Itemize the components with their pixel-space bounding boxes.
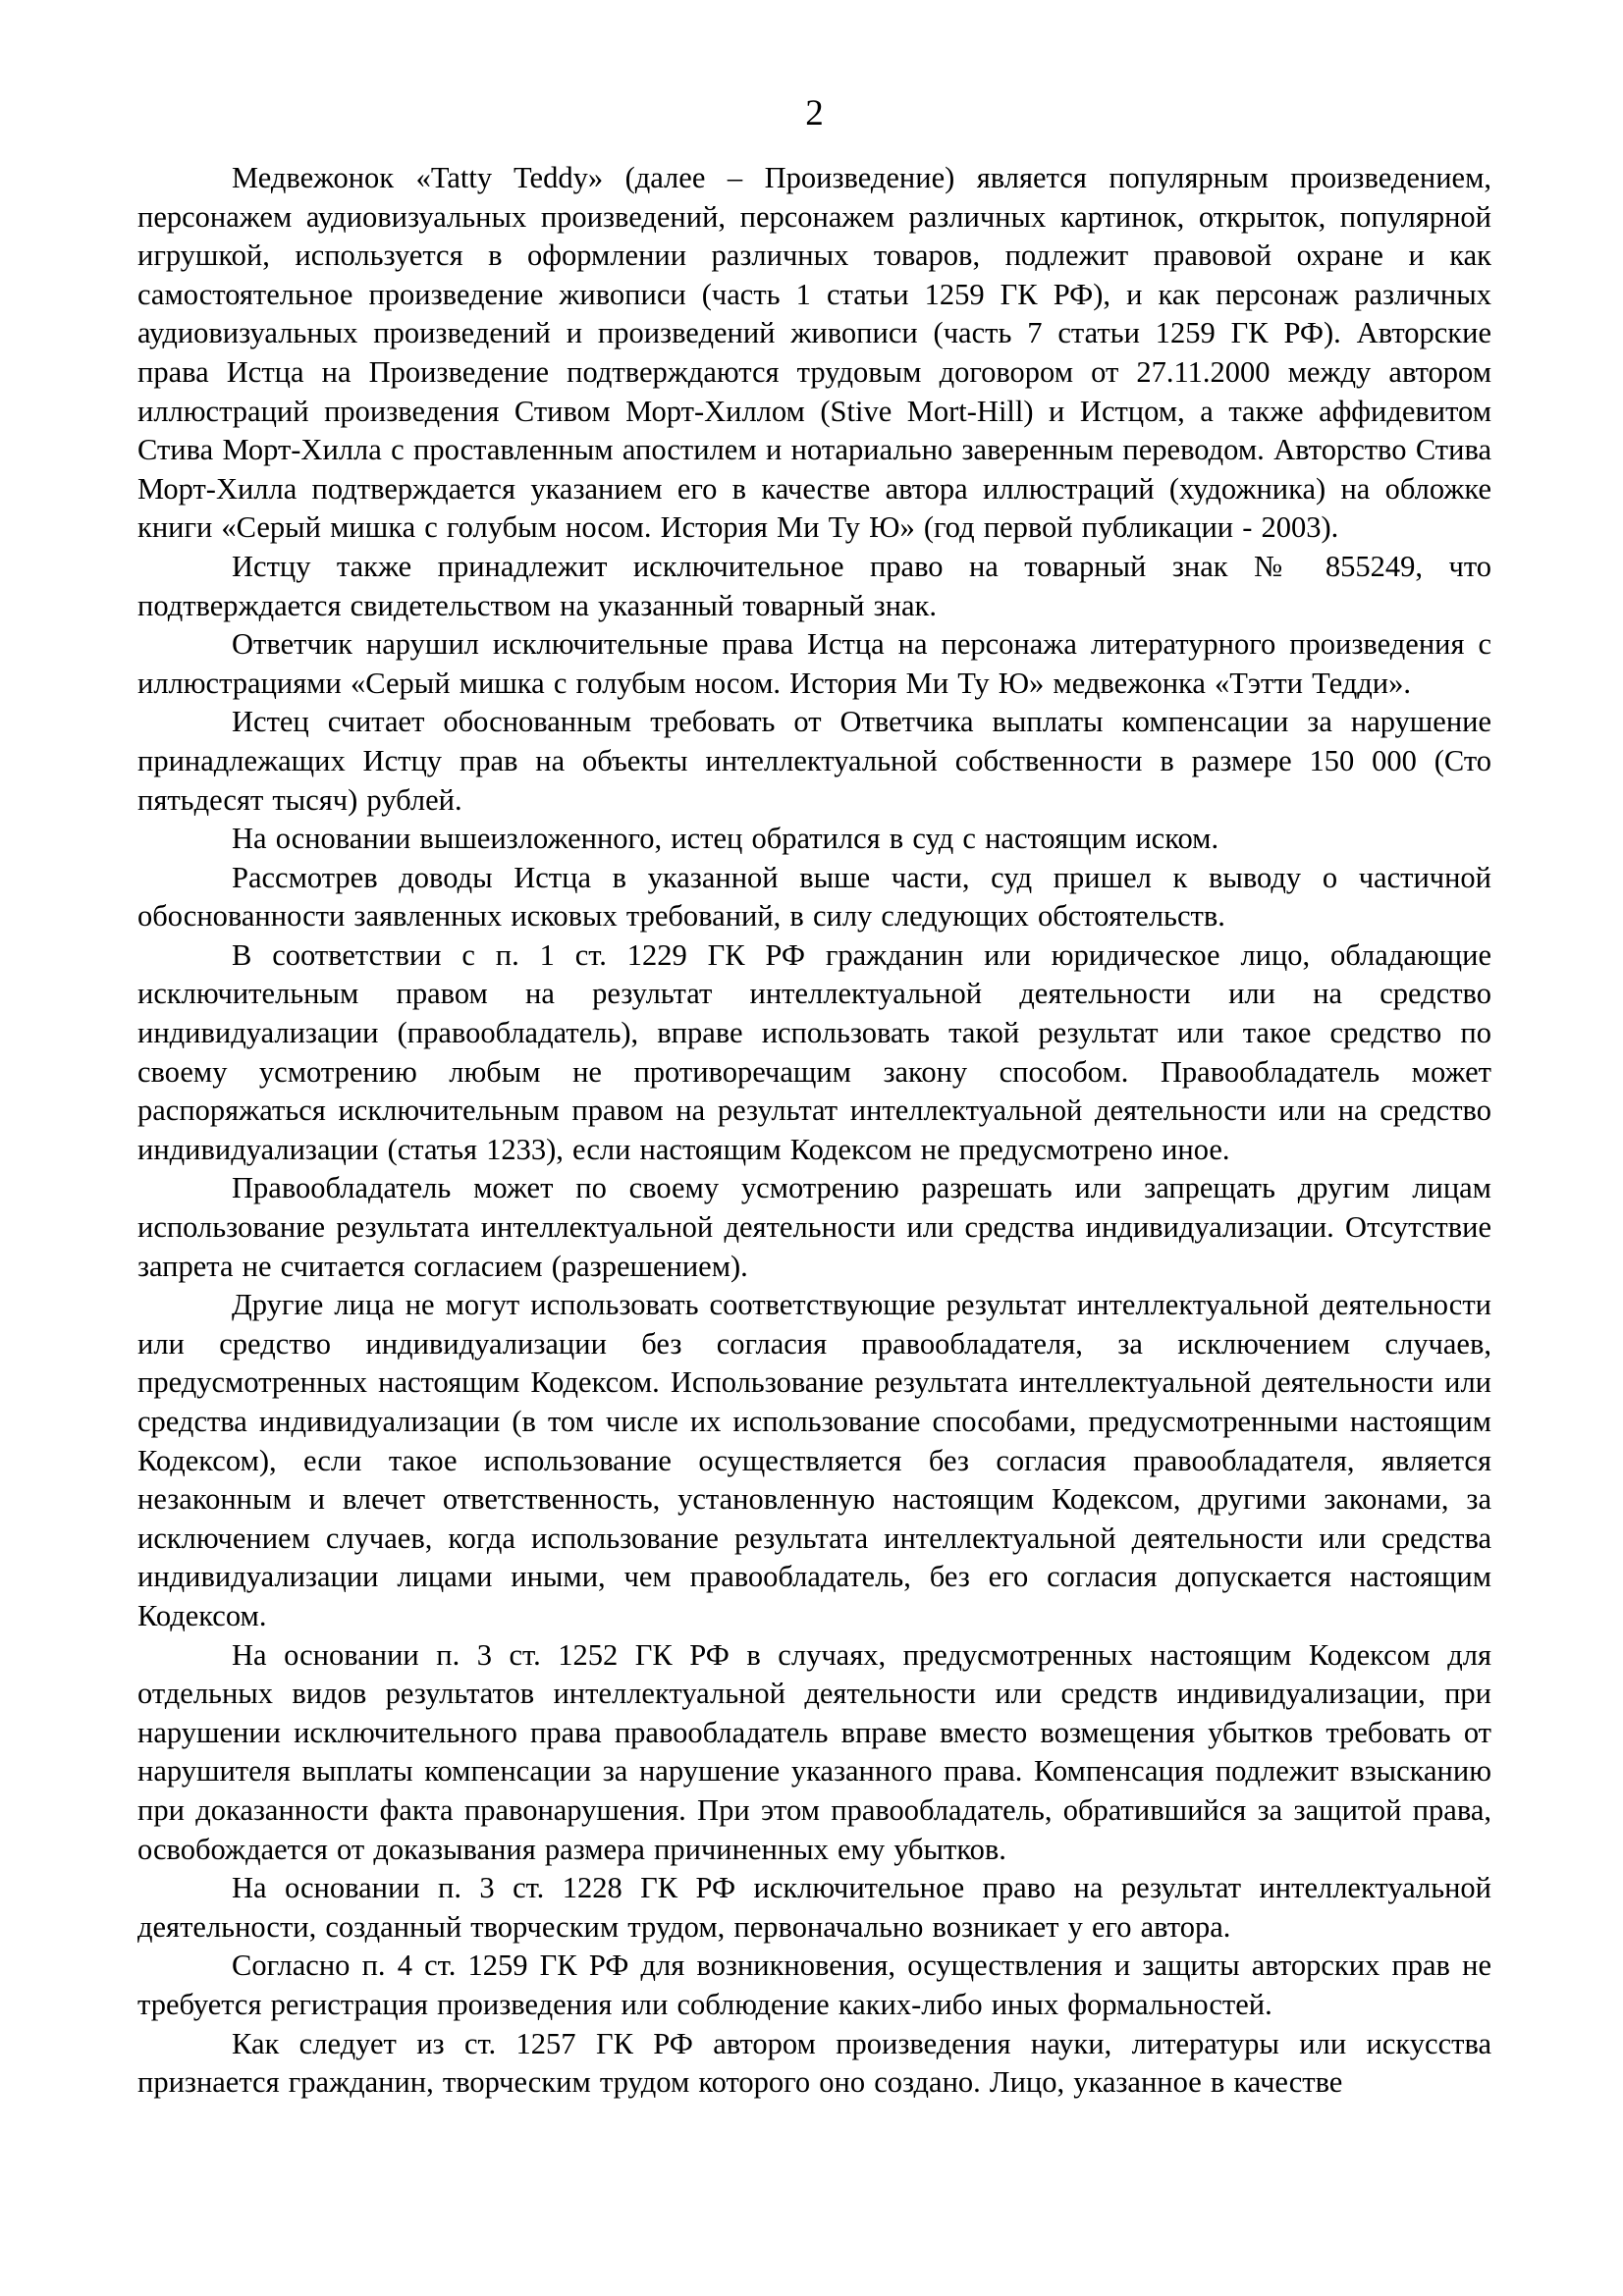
paragraph: На основании п. 3 ст. 1252 ГК РФ в случаях, предусмотренных настоящим Кодексом для отдельных видов результатов интеллектуальной деятельности или средств индивидуализации, при нарушении исключительного права правообладатель вправе вместо возмещения убытков требовать от нарушителя выплаты компенсации за нарушение указанного права. Компенсация подлежит взысканию при доказанности факта правонарушения. При этом правообладатель, обратившийся за защитой права, освобождается от доказывания размера причиненных ему убытков. <box>137 1637 1491 1866</box>
paragraph: На основании п. 3 ст. 1228 ГК РФ исключительное право на результат интеллектуальной деятельности, созданный творческим трудом, первоначально возникает у его автора. <box>137 1871 1491 1944</box>
paragraph: Согласно п. 4 ст. 1259 ГК РФ для возникновения, осуществления и защиты авторских прав не требуется регистрация произведения или соблюдение каких-либо иных формальностей. <box>137 1949 1491 2021</box>
paragraph: Медвежонок «Tatty Teddy» (далее – Произведение) является популярным произведением, персонажем аудиовизуальных произведений, персонажем различных картинок, открыток, популярной игрушкой, используется в оформлении различных товаров, подлежит правовой охране и как самостоятельное произведение живописи (часть 1 статьи 1259 ГК РФ), и как персонаж различных аудиовизуальных произведений и произведений живописи (часть 7 статьи 1259 ГК РФ). Авторские права Истца на Произведение подтверждаются трудовым договором от 27.11.2000 между автором иллюстраций произведения Стивом Морт-Хиллом (Stive Mort-Hill) и Истцом, а также аффидевитом Стива Морт-Хилла с проставленным апостилем и нотариально заверенным переводом. Авторство Стива Морт-Хилла подтверждается указанием его в качестве автора иллюстраций (художника) на обложке книги «Серый мишка с голубым носом. История Ми Ту Ю» (год первой публикации - 2003). <box>137 161 1491 545</box>
paragraph: В соответствии с п. 1 ст. 1229 ГК РФ гражданин или юридическое лицо, обладающие исключительным правом на результат интеллектуальной деятельности или на средство индивидуализации (правообладатель), вправе использовать такой результат или такое средство по своему усмотрению любым не противоречащим закону способом. Правообладатель может распоряжаться исключительным правом на результат интеллектуальной деятельности или на средство индивидуализации (статья 1233), если настоящим Кодексом не предусмотрено иное. <box>137 937 1491 1166</box>
paragraph: Истцу также принадлежит исключительное право на товарный знак № 855249, что подтверждается свидетельством на указанный товарный знак. <box>137 549 1491 622</box>
paragraph: Истец считает обоснованным требовать от Ответчика выплаты компенсации за нарушение принадлежащих Истцу прав на объекты интеллектуальной собственности в размере 150 000 (Сто пятьдесят тысяч) рублей. <box>137 705 1491 817</box>
paragraph: Другие лица не могут использовать соответствующие результат интеллектуальной деятельности или средство индивидуализации без согласия правообладателя, за исключением случаев, предусмотренных настоящим Кодексом. Использование результата интеллектуальной деятельности или средства индивидуализации (в том числе их использование способами, предусмотренными настоящим Кодексом), если такое использование осуществляется без согласия правообладателя, является незаконным и влечет ответственность, установленную настоящим Кодексом, другими законами, за исключением случаев, когда использование результата интеллектуальной деятельности или средства индивидуализации лицами иными, чем правообладатель, без его согласия допускается настоящим Кодексом. <box>137 1288 1491 1632</box>
paragraph: На основании вышеизложенного, истец обратился в суд с настоящим иском. <box>232 822 1219 856</box>
paragraph: Как следует из ст. 1257 ГК РФ автором произведения науки, литературы или искусства признается гражданин, творческим трудом которого оно создано. Лицо, указанное в качестве <box>137 2026 1491 2100</box>
paragraph: Правообладатель может по своему усмотрению разрешать или запрещать другим лицам использование результата интеллектуальной деятельности или средства индивидуализации. Отсутствие запрета не считается согласием (разрешением). <box>137 1171 1491 1283</box>
page-number: 2 <box>805 93 824 133</box>
paragraph: Рассмотрев доводы Истца в указанной выше части, суд пришел к выводу о частичной обоснованности заявленных исковых требований, в силу следующих обстоятельств. <box>137 860 1491 934</box>
paragraph: Ответчик нарушил исключительные права Истца на персонажа литературного произведения с иллюстрациями «Серый мишка с голубым носом. История Ми Ту Ю» медвежонка «Тэтти Тедди». <box>137 627 1491 700</box>
document-body <box>137 159 1491 2103</box>
